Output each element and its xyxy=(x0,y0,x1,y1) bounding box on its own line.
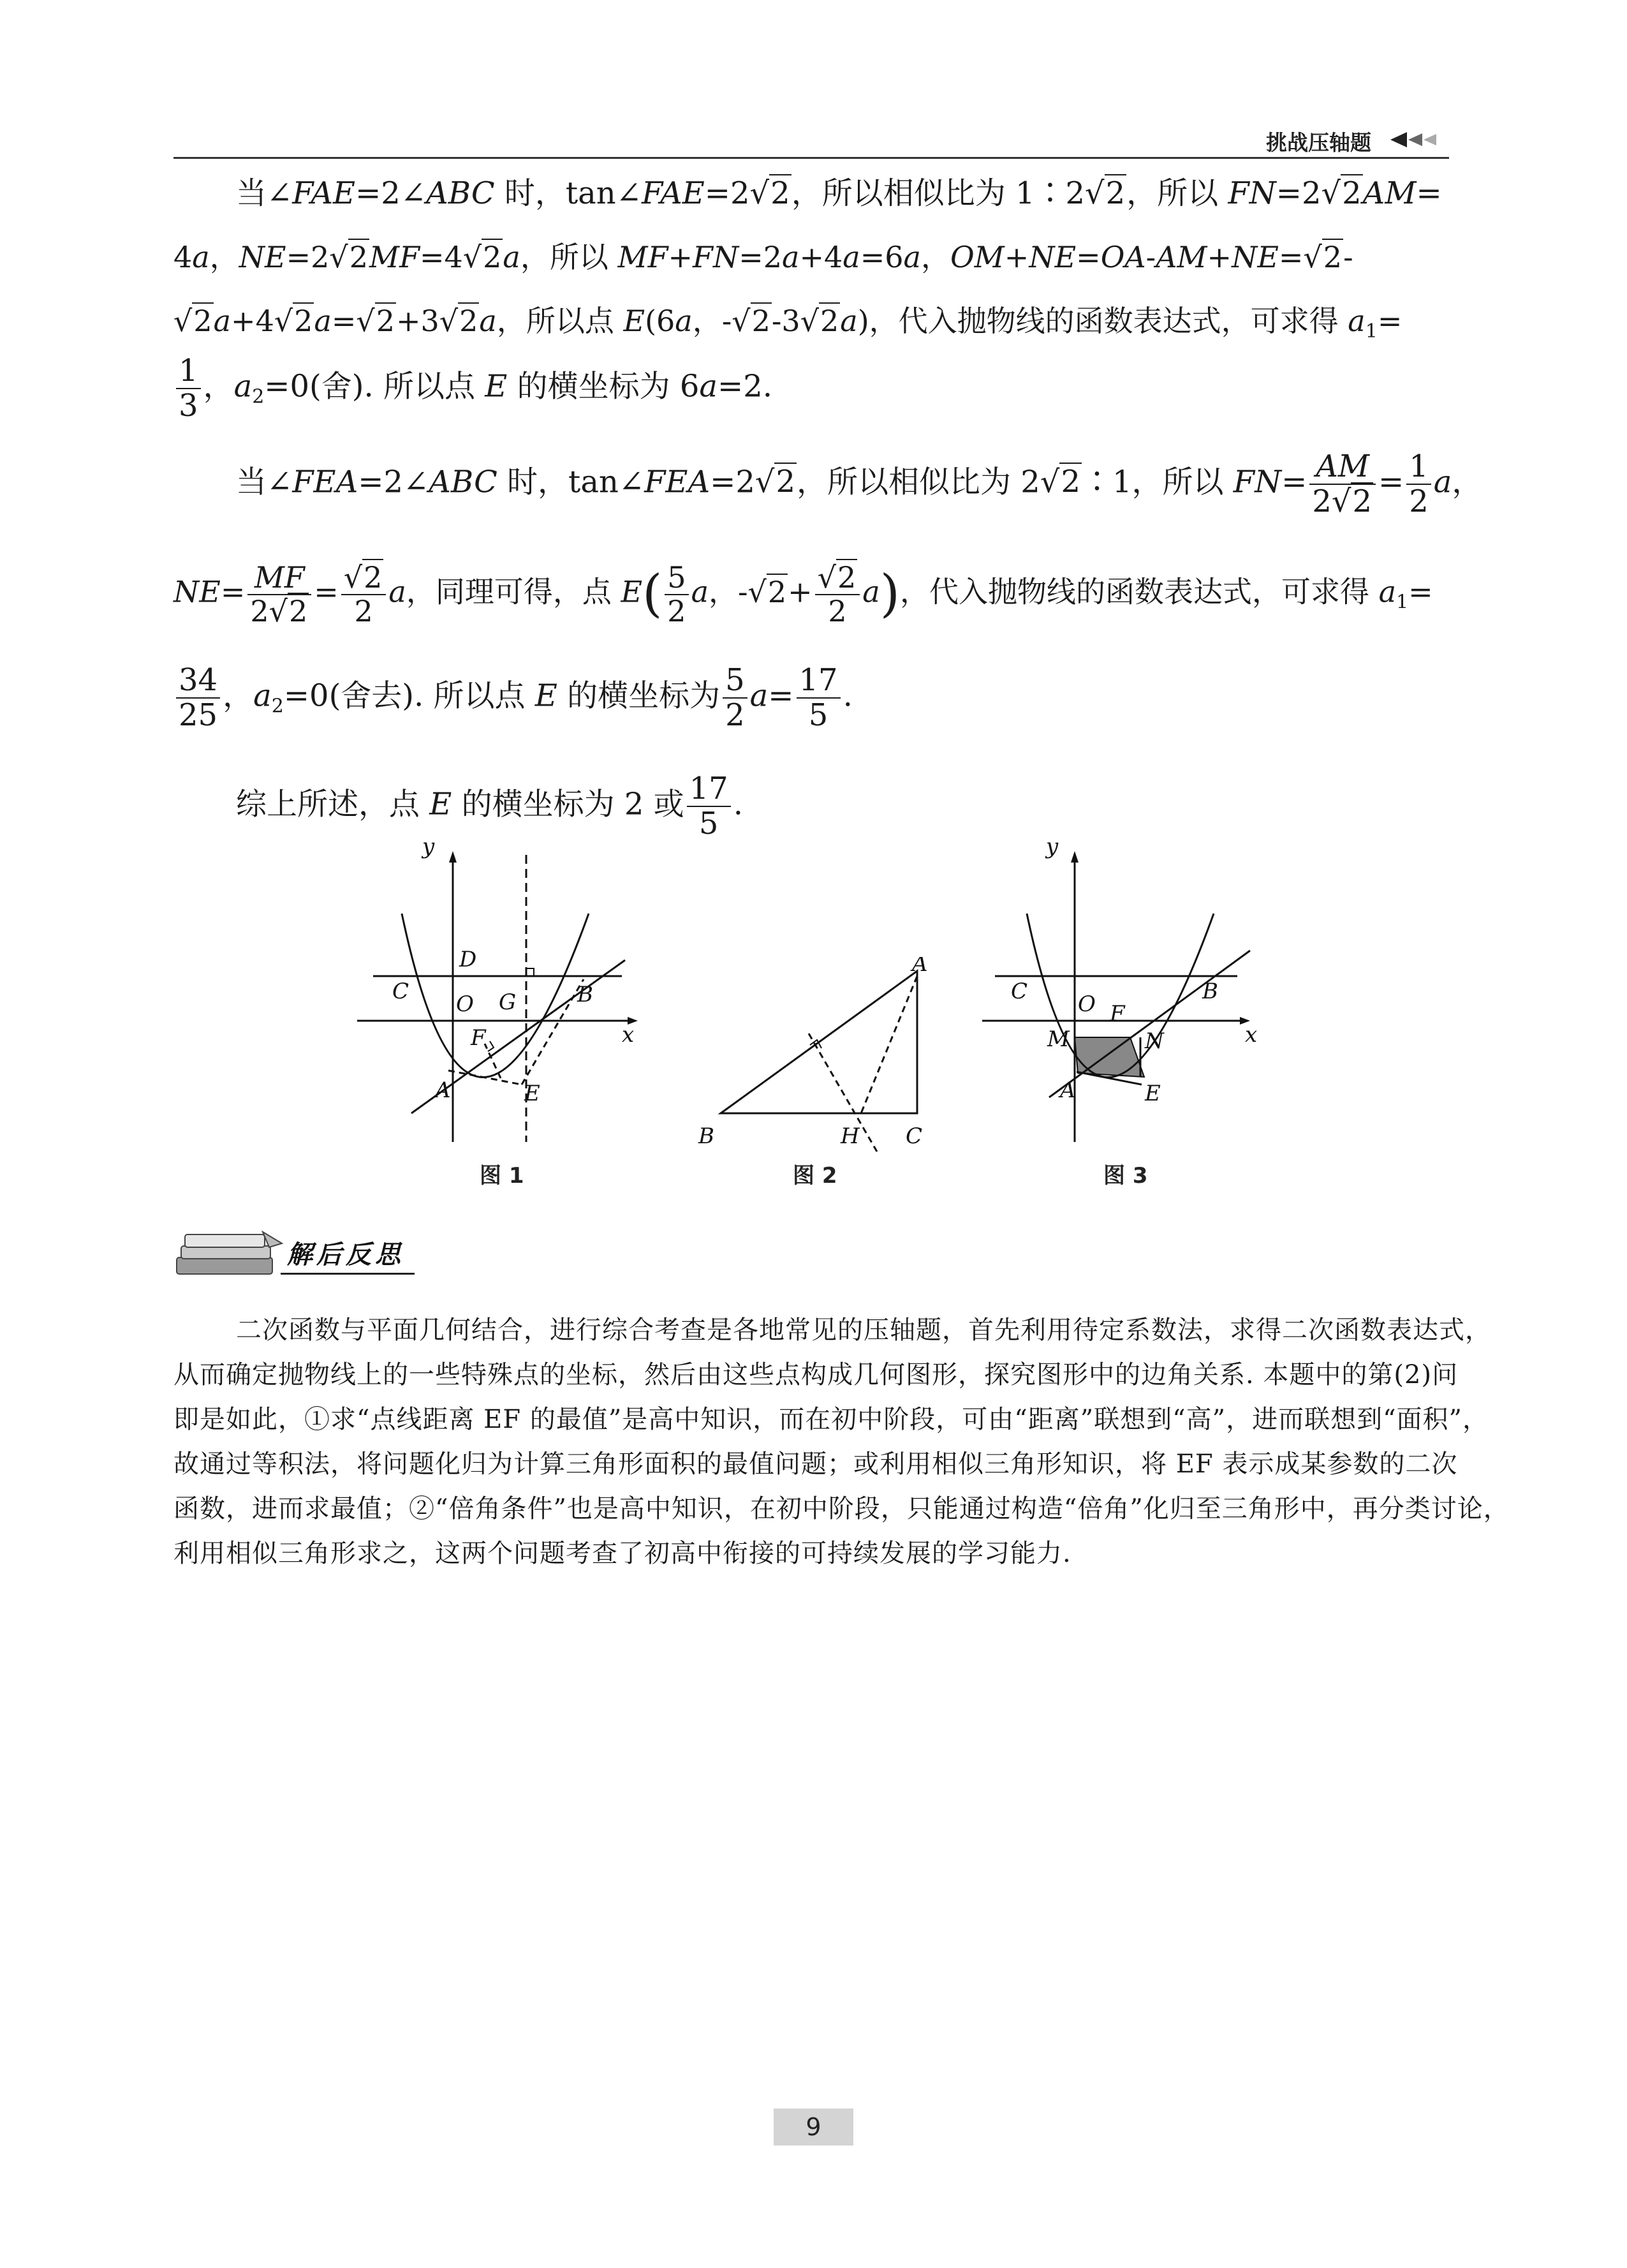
svg-text:x: x xyxy=(1245,1022,1258,1048)
paragraph-2-line-3: $\frac{34}{25}$ ，$a_2=0$(舍去). 所以点 E 的横坐标为 $\frac{5}{2}$ a= $\frac{17}{5}$ . xyxy=(173,663,1449,732)
svg-text:y: y xyxy=(422,842,435,859)
svg-text:D: D xyxy=(459,947,477,972)
svg-text:F: F xyxy=(1110,1001,1125,1027)
paragraph-1-line-3: √2a+4√2a=√2+3√2a，所以点 E(6a，-√2-3√2a)，代入抛物线的函数表达式，可求得 $a_1=$ xyxy=(173,304,1402,343)
header-arrows-icon xyxy=(1390,130,1454,149)
svg-text:y: y xyxy=(1046,842,1059,859)
svg-text:H: H xyxy=(841,1123,860,1149)
section-title: 解后反思 xyxy=(287,1240,404,1270)
reflection-line-3: 即是如此，①求“点线距离 EF 的最值”是高中知识，而在初中阶段，可由“距离”联想到“高”，进而联想到“面积”， xyxy=(173,1405,1489,1434)
reflection-line-2: 从而确定抛物线上的一些特殊点的坐标，然后由这些点构成几何图形，探究图形中的边角关系. 本题中的第(2)问 xyxy=(173,1360,1459,1390)
reflection-line-4: 故通过等积法，将问题化归为计算三角形面积的最值问题；或利用相似三角形知识，将 EF 表示成某参数的二次 xyxy=(173,1449,1458,1479)
section-rule xyxy=(281,1273,415,1275)
figure-3-caption: 图 3 xyxy=(1103,1163,1148,1189)
svg-text:E: E xyxy=(524,1081,540,1106)
svg-text:C: C xyxy=(906,1123,923,1149)
figure-3 xyxy=(982,842,1276,1145)
svg-text:B: B xyxy=(1202,979,1218,1004)
svg-text:x: x xyxy=(622,1022,635,1048)
reflection-line-1: 二次函数与平面几何结合，进行综合考查是各地常见的压轴题，首先利用待定系数法，求得二次函数表达式， xyxy=(236,1316,1491,1345)
svg-text:B: B xyxy=(698,1123,714,1149)
svg-text:A: A xyxy=(435,1078,451,1103)
books-icon xyxy=(173,1228,285,1279)
figure-2-caption: 图 2 xyxy=(793,1163,837,1189)
paragraph-3: 综上所述，点 E 的横坐标为 2 或 $\frac{17}{5}$ . xyxy=(236,771,743,841)
figure-2 xyxy=(695,957,950,1157)
page-number: 9 xyxy=(774,2109,853,2146)
svg-text:O: O xyxy=(456,991,474,1017)
svg-text:O: O xyxy=(1078,991,1096,1017)
paragraph-1-line-4: $\frac{1}{3}$ ，$a_2=0$(舍). 所以点 E 的横坐标为 6a=2. xyxy=(173,354,1449,423)
svg-text:A: A xyxy=(912,957,928,977)
svg-text:G: G xyxy=(499,989,517,1015)
svg-text:N: N xyxy=(1145,1028,1164,1054)
svg-text:A: A xyxy=(1060,1078,1076,1103)
figure-1 xyxy=(357,842,651,1145)
svg-text:C: C xyxy=(1011,979,1028,1004)
svg-text:M: M xyxy=(1047,1027,1070,1052)
figure-1-caption: 图 1 xyxy=(480,1163,524,1189)
reflection-line-6: 利用相似三角形求之，这两个问题考查了初高中衔接的可持续发展的学习能力. xyxy=(173,1539,1071,1568)
paragraph-2-line-2: NE= $\frac{MF}{2√2}$ = $\frac{√2}{2}$ a，同理可得，点 E( $\frac{5}{2}$ a，-√2+ $\frac{√2}{2}$ a)，代入抛物线的函数表达式，可求得 $a_1=$ xyxy=(173,560,1433,628)
svg-text:F: F xyxy=(471,1025,486,1051)
paragraph-1-line-2: 4a，NE=2√2MF=4√2a，所以 MF+FN=2a+4a=6a，OM+NE=OA-AM+NE=√2- xyxy=(173,240,1353,274)
reflection-line-5: 函数，进而求最值；②“倍角条件”也是高中知识，在初中阶段，只能通过构造“倍角”化归至三角形中，再分类讨论， xyxy=(173,1494,1510,1523)
svg-text:C: C xyxy=(392,979,409,1004)
header-rule xyxy=(173,157,1449,159)
svg-text:B: B xyxy=(577,982,593,1007)
header-title: 挑战压轴题 xyxy=(1266,130,1371,155)
svg-text:E: E xyxy=(1145,1081,1161,1106)
paragraph-2: 当∠FEA=2∠ABC 时，tan∠FEA=2√2，所以相似比为 2√2∶1，所以 FN= $\frac{AM}{2√2}$ = $\frac{1}{2}$ a， xyxy=(236,448,1483,519)
paragraph-1: 当∠FAE=2∠ABC 时，tan∠FAE=2√2，所以相似比为 1∶2√2，所以 FN=2√2AM= xyxy=(236,175,1442,211)
